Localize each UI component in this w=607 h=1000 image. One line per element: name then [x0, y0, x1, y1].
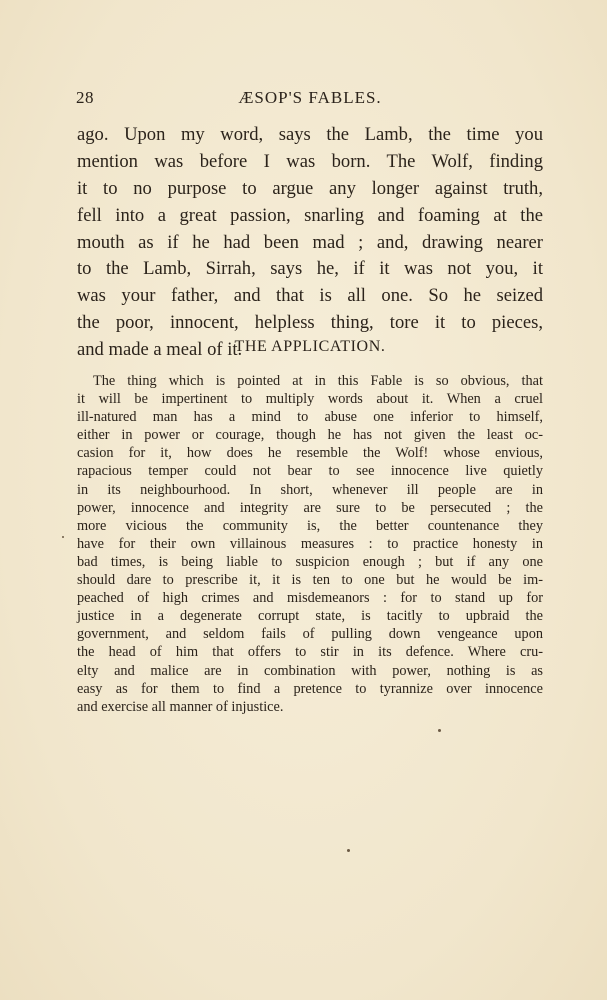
application-line: easy as for them to find a pretence to tyrannize over innocence: [77, 680, 543, 697]
application-line: in its neighbourhood. In short, whenever ill people are in: [77, 481, 543, 498]
application-line: either in power or courage, though he has not given the least oc-: [77, 427, 543, 444]
running-head: ÆSOP'S FABLES.: [238, 88, 382, 107]
section-heading: THE APPLICATION.: [234, 338, 386, 355]
application-line: more vicious the community is, the better countenance they: [77, 517, 543, 534]
application-line: elty and malice are in combination with power, nothing is as: [77, 662, 543, 679]
ink-speck: [62, 536, 64, 538]
fable-line: ago. Upon my word, says the Lamb, the time you: [77, 124, 543, 145]
application-line: peached of high crimes and misdemeanors : for to stand up for: [77, 590, 543, 607]
application-line: the head of him that offers to stir in its defence. Where cru-: [77, 644, 543, 661]
application-line: have for their own villainous measures : to practice honesty in: [77, 535, 543, 552]
application-line: The thing which is pointed at in this Fable is so obvious, that: [93, 373, 543, 389]
page-header: [76, 88, 544, 112]
application-line: and exercise all manner of injustice.: [77, 698, 284, 715]
page-number: 28: [76, 88, 94, 107]
application-line: should dare to prescribe it, it is ten to one but he would be im-: [77, 572, 543, 589]
application-line: power, innocence and integrity are sure to be persecuted ; the: [77, 499, 543, 516]
fable-line: was your father, and that is all one. So he seized: [77, 285, 543, 307]
application-line: rapacious temper could not bear to see innocence live quietly: [77, 463, 543, 480]
ink-speck: [438, 729, 441, 732]
application-line: it will be impertinent to multiply words about it. When a cruel: [77, 391, 543, 408]
fable-line: fell into a great passion, snarling and foaming at the: [77, 204, 543, 226]
fable-line: to the Lamb, Sirrah, says he, if it was not you, it: [77, 258, 543, 280]
fable-line: mention was before I was born. The Wolf, finding: [77, 150, 543, 172]
application-line: government, and seldom fails of pulling down vengeance upon: [77, 626, 543, 643]
application-line: casion for it, how does he resemble the Wolf! whose envious,: [77, 445, 543, 462]
application-line: bad times, is being liable to suspicion enough ; but if any one: [77, 553, 543, 570]
application-text: [77, 372, 543, 716]
fable-line: it to no purpose to argue any longer against truth,: [77, 177, 543, 199]
ink-speck: [347, 849, 350, 852]
application-line: justice in a degenerate corrupt state, is tacitly to upbraid the: [77, 608, 543, 625]
application-line: ill-natured man has a mind to abuse one inferior to himself,: [77, 409, 543, 426]
fable-text: [77, 122, 543, 364]
fable-line: the poor, innocent, helpless thing, tore it to pieces,: [77, 312, 543, 334]
fable-line: and made a meal of it.: [77, 339, 243, 361]
fable-line: mouth as if he had been mad ; and, drawing nearer: [77, 231, 543, 253]
